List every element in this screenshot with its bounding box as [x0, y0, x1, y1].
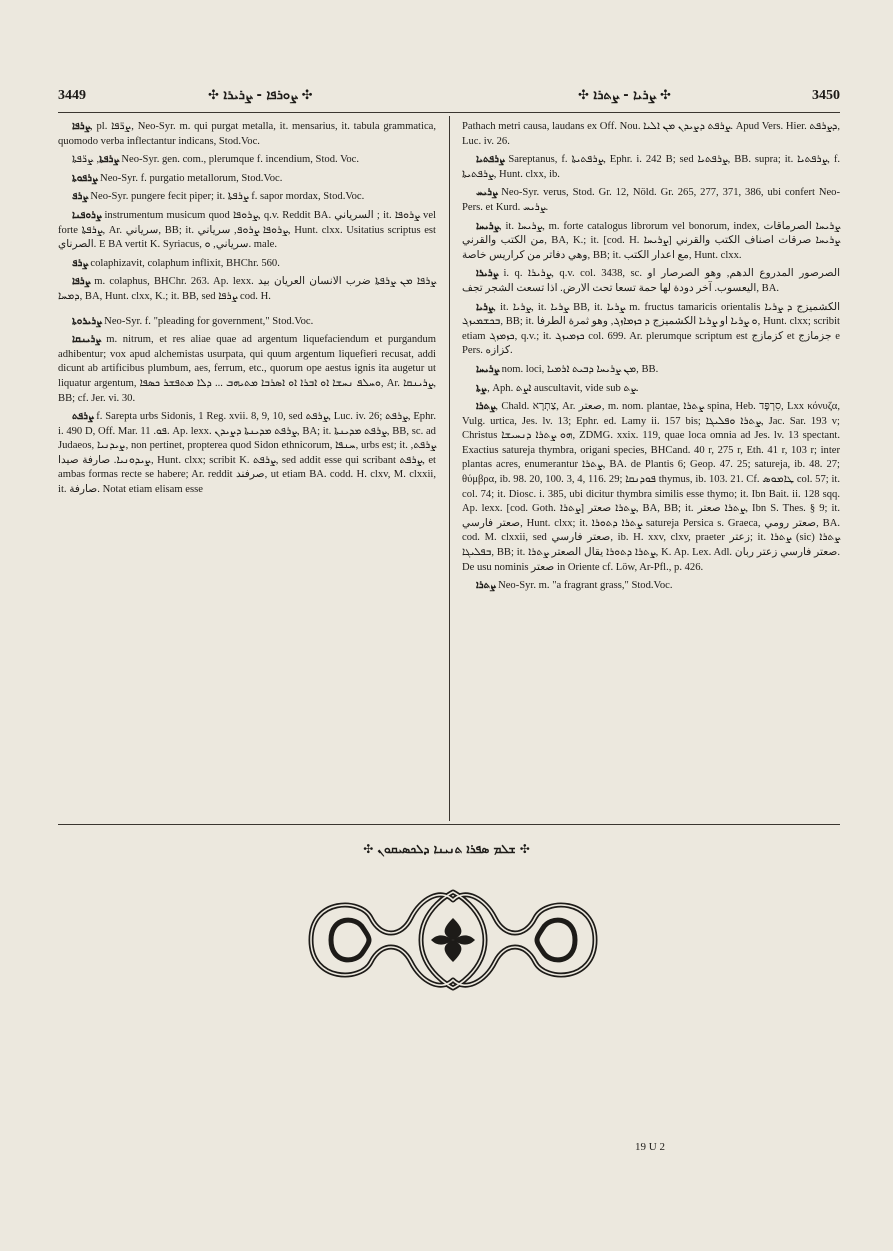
dictionary-entry — [462, 382, 840, 397]
entry-lemma: ܨܬܐ — [476, 382, 488, 394]
dictionary-entry — [58, 209, 436, 253]
dictionary-entry — [58, 172, 436, 187]
entry-lemma: ܨܪܝܚܐ — [476, 220, 499, 232]
entry-lemma: ܨܬܪܐ — [476, 401, 496, 413]
left-column — [58, 120, 436, 502]
page-number-right: 3450 — [812, 88, 840, 103]
entry-lemma: ܨܪܝܐ — [476, 301, 494, 313]
right-column — [462, 120, 840, 598]
entry-lemma: ܨܪܝܪܘܬܐ — [72, 315, 102, 327]
entry-text: instrumentum musicum quod ܨܪܘܦܐ, q.v. Reddit BA. السرياني ; it. ܨܪܘܦܐ vel forte ܨܪܦܬܐ, Ar. سرياني, BB; it. ܨܪܘܦܐ ܨܪܘܦ, سرياني, Hunt. clxx. Usitatius scriptus est الصرناي. E BA vertit K. Syriacus, سرياني, ܘ. male. — [58, 209, 437, 251]
dictionary-entry — [462, 220, 840, 264]
entry-lemma: ܨܪܝܢܩܐ — [72, 334, 101, 346]
entry-lemma: ܨܪܦ — [72, 191, 88, 203]
page-number-left: 3449 — [58, 88, 86, 103]
entry-text: , ܨܪ̈ܦܬܐ Neo-Syr. gen. com., plerumque f. incendium, Stod. Voc. — [72, 154, 360, 166]
knotwork-ornament — [301, 878, 605, 1002]
running-head-right: ✣ ܨܪܝܐ - ܨܬܪܐ ✣ — [578, 88, 671, 103]
entry-lemma: ܨܪܦܘܬܐ — [72, 172, 98, 184]
entry-lemma: ܨܪܦܐ — [72, 121, 91, 132]
entry-lemma: ܨܪܦ — [72, 257, 88, 269]
entry-text: , Aph. ܐܨܬ auscultavit, vide sub ܨܬ. — [487, 382, 639, 394]
entry-text: Neo-Syr. verus, Stod. Gr. 12, Nöld. Gr. 265, 277, 371, 386, ubi confert Neo-Pers. et Kurd. ܨܪܝܚ. — [462, 187, 840, 213]
dictionary-entry — [462, 400, 840, 575]
entry-text: m. nitrum, et res aliae quae ad argentum liquefaciendum et purgandum adhibentur; vox apud alchemistas usurpata, qui quum argentum liquefieri recusat, addi dicunt ab artificibus plumbum, aes, ferrum, etc., quorum ope aestus ignis ita augetur ut liquatur argentum, ܘܚܠܦ ܢܚܫܐ ܐܘ ܐܒܪܐ ܐܘ ܐܣܪܒܐ ܡܬܝܗܒ ... ܕܠܐ ܡܬܦܫܪ ܟܣܦܐ, Ar. ܨܪܝܢܩܐ, BB; cf. Jer. vi. 30. — [58, 334, 436, 404]
dictionary-entry — [462, 579, 840, 594]
running-header — [58, 88, 840, 108]
entry-lemma: ܨܪܝܚܐ — [476, 363, 499, 375]
column-divider — [449, 116, 450, 821]
dictionary-entry — [58, 120, 436, 149]
entry-text: Neo-Syr. pungere fecit piper; it. ܨܪܦܬܐ f. sapor mordax, Stod.Voc. — [87, 191, 365, 203]
dictionary-entry — [462, 301, 840, 359]
closing-line: ✣ ܫܠܡ ܣܦܪܐ ܬܢܝܢܐ ܕܠܟܣܝܩܘܢ ✣ — [363, 842, 530, 856]
entry-text: , it. ܨܪܝܐ, it. ܨܪܝܐ BB, it. ܨܪܝܐ m. fructus tamaricis orientalis الكشميزج ܕ ܨܪܝܐ ܒܟܫܡܝܙܓ, BB; it. ܘ ܨܪܝܐ او ܨܪܝܐ الكشميزج ܕ ܟܙܡܐܙܓ, وهو ثمرة الطرفا, Hunt. clxx; scribit etiam ܟܙܡܙܓ, q.v.; it. ܟܙܡܝܙܓ col. 699. Ar. plerumque scriptum est كزمازج et جزمازج e Pers. كزازه. — [462, 301, 841, 357]
entry-text: m. colaphus, BHChr. 263. Ap. lexx. ܨܪܦܐ ܡܢ ܨܪܦܬܐ ضرب الانسان العريان بيد ܕܡܚܐ, BA, Hunt. clxx, K.; it. BB, sed ܨܪܦܐ cod. H. — [58, 276, 437, 302]
dictionary-entry — [462, 153, 840, 182]
entry-text: , pl. ܨܪ̈ܦܐ, Neo-Syr. m. qui purgat metalla, it. mensarius, it. tabula grammatica, quomodo verba inflectantur indicans, Stod.Voc. — [58, 121, 436, 147]
entry-text: , Chald. צַתְרָא, Ar. صعتر, m. nom. plantae, ܨܬܪܐ spina, Heb. סִרְפָּד, Lxx κόνυζα, Vulg. urtica, Jes. lv. 13; Ephr. ed. Lamy ii. 157 bis; ܨܬܪܐ ܘܦܠܝܓܐ, Jac. Sar. 193 v; Christus ܗܘ ܨܬܪܐ ܕܢܚܝܫܐ, ZDMG. xxix. 119, quae loca omnia ad Jes. lv. 13 spectant. Exactius satureja thymbra, origani species, BHCand. 40 r, 275 r, Eth. 41 r, 103 r; inter plantas acres, enumerantur ܨܬܪܐ, BA. de Plantis 6; Geop. 47. 25; satureja, ib. 48. 27; θύμβρα, ib. 98. 20, 100. 3, 4, 116. 29; ܦܘܕܢܩܐ thymus, ib. 103. 21. Cf. ܛܐܡܘܣ col. 57; it. col. 74; it. Diosc. i. 385, ubi dicitur thymbra similis esse thymo; it. Ibn Bait. ii. 128 sqq. Ap. lexx. [cod. Goth. ܨܬܪܐ] ܨܬܪܐ صعتر, BA, BB; it. ܨܬܪܐ صعتر, Ibn S. Thes. § 9; it. صعتر فارسي, Hunt. clxx; it. ܨܬܪܐ ܕܬܘܪܐ satureja Persica s. Graeca, صعتر رومي, BA. cod. M. clxxii, sed صعتر فارسي, ib. H. xxv, clxv, praeter زعتر; it. ܨܬܪܐ (sic) ܨܬܪܐ ܒܦܠܝܓܐ, BB; it. ܨܬܪܐ ܕܬܘܪܐ يقال الصعتر ܨܬܪܐ, K. Ap. Lex. Adl. صعتر فارسي زعتر ربان. De usu nominis صعتر in Oriente cf. Löw, Ar-Pfl., p. 426. — [462, 401, 841, 573]
entry-lemma: ܨܪܘܦܢܐ — [72, 209, 102, 221]
entry-text: , it. ܨܪܝܚܐ, m. forte catalogus librorum vel bonorum, index, ܨܪܝܚܐ الصرماقات من الكتب والقرني, BA, K.; it. [cod. H. ܨܪܝܚܐ] ܨܪܝܚܐ صرقات اصناف الكتب والقرني وهي دفاتر من كراريس خاصة, BB; it. مع اعدار الكتب, Hunt. clxx. — [462, 220, 841, 261]
entry-text: Pathach metri causa, laudans ex Off. Nou. ܨܪܦܬ ܕܨܝܕܢ ܡܢ ܐܠܝܐ. Apud Vers. Hier. ܕܨܪܦܬ, Luc. iv. 26. — [462, 121, 840, 147]
dictionary-entry — [462, 186, 840, 215]
dictionary-entry — [462, 120, 840, 149]
entry-text: Neo-Syr. f. "pleading for government," Stod.Voc. — [101, 315, 314, 327]
dictionary-entry — [58, 153, 436, 168]
dictionary-entry — [58, 333, 436, 406]
dictionary-entry — [58, 275, 436, 304]
entry-text: Sareptanus, f. ܨܪܦܬܝܬܐ, Ephr. i. 242 B; sed ܨܪܦܬܝܐ, BB. supra; it. ܨܪܦܬܝܐ, f. ܨܪܦܬܝܬܐ, Hunt. clxx, ib. — [462, 154, 840, 180]
entry-lemma: ܨܪܦܬܐ — [99, 154, 119, 166]
entry-lemma: ܨܪܝܚ — [476, 187, 498, 199]
dictionary-entry — [58, 315, 436, 330]
entry-text: Neo-Syr. f. purgatio metallorum, Stod.Voc. — [97, 172, 283, 184]
dictionary-entry — [58, 190, 436, 205]
header-rule — [58, 112, 840, 113]
dictionary-entry — [462, 267, 840, 296]
dictionary-entry — [58, 410, 436, 498]
entry-text: i. q. ܨܪܝܪܐ, q.v. col. 3438, sc. الصرصور المدروع الدهم, وهو الصرصار او اليعسوب. آخر دودة لها حمة تسعا تحت الارض. اذا تسعت الشجر تجف, BA. — [462, 268, 841, 294]
entry-lemma: ܨܪܦܬܝܐ — [476, 154, 505, 166]
entry-text: colaphizavit, colaphum inflixit, BHChr. 560. — [87, 257, 280, 269]
running-head-left: ✣ ܨܘܪܦܐ - ܨܪܝܪܐ ✣ — [208, 88, 313, 103]
entry-text: f. Sarepta urbs Sidonis, 1 Reg. xvii. 8, 9, 10, sed ܨܪܦܬ, Luc. iv. 26; ܨܪܦܬ, Ephr. i. 490 D, Off. Mar. ܦܘ. 11. Ap. lexx. ܨܪܦܬ ܡܕܝܢܬܐ ܕܨܝܕܢ, BA; it. ܨܪܦܬ ܡܕܝܢܬܐ, BB, sc. ad Judaeos, ܨܝܕܢܝܐ, non pertinet, propterea quod Sidon ethnicorum, ܚܢܦܐ, urbs est; it. ܨܪܦܬ, ܨܝܕܘܢܝܐ. صارفة صيدا, Hunt. clxx; scribit K. ܨܪܦܬ, sed addit esse qui scribant ܨܪܦܬ, et ambas formas recte se habere; Ar. reddit صرفند, ut etiam BA. codd. H. clxv, M. clxxii, it. صارفة. Notat etiam elisam esse — [58, 411, 437, 496]
entry-text: nom. loci, ܡܢ ܨܪܝܚܐ ܕܒܝܬ ܐܪܡܝܐ, BB. — [499, 363, 659, 375]
dictionary-entry — [462, 363, 840, 378]
entry-lemma: ܨܪܝܪܐ — [476, 268, 498, 280]
footer-rule — [58, 824, 840, 825]
printer-signature: 19 U 2 — [635, 1141, 665, 1153]
entry-lemma: ܨܬܪܐ — [476, 580, 496, 592]
entry-text: Neo-Syr. m. "a fragrant grass," Stod.Voc. — [495, 580, 673, 592]
entry-lemma: ܨܪܦܐ — [72, 276, 91, 288]
dictionary-entry — [58, 257, 436, 272]
entry-lemma: ܨܪܦܬ — [72, 411, 94, 423]
